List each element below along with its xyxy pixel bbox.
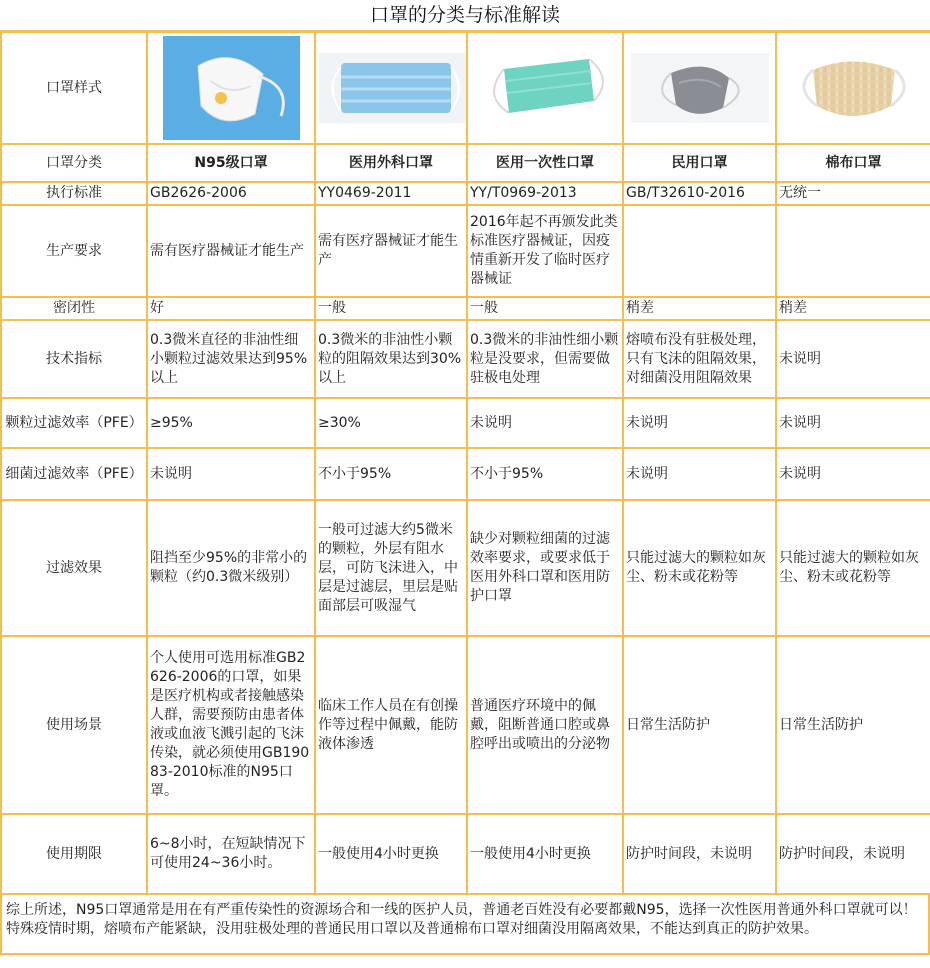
production-cell bbox=[776, 205, 930, 297]
production-cell: 2016年起不再颁发此类标准医疗器械证，因疫情重新开发了临时医疗器械证 bbox=[467, 205, 623, 297]
disposable-medical-mask-image bbox=[474, 51, 616, 126]
civil-mask-image bbox=[631, 53, 769, 123]
filter-cell: 一般可过滤大约5微米的颗粒，外层有阻水层，可防飞沫进入，中层是过滤层，里层是贴面部层可吸湿气 bbox=[315, 500, 467, 636]
period-cell: 一般使用4小时更换 bbox=[467, 814, 623, 894]
row-pfe bbox=[1, 398, 930, 448]
row-bfe bbox=[1, 448, 930, 500]
row-label: 生产要求 bbox=[1, 205, 147, 297]
row-label: 口罩样式 bbox=[1, 32, 147, 144]
pfe-cell: ≥95% bbox=[147, 398, 315, 448]
summary-text: 综上所述，N95口罩通常是用在有严重传染性的资源场合和一线的医护人员，普通老百姓没有必要都戴N95，选择一次性医用普通外科口罩就可以！特殊疫情时期，熔喷布产能紧缺，没用驻极处理的普通民用口罩以及普通棉布口罩对细菌没用隔离效果，不能达到真正的防护效果。 bbox=[0, 895, 930, 955]
bfe-cell: 不小于95% bbox=[315, 448, 467, 500]
row-label: 使用场景 bbox=[1, 636, 147, 814]
tech-cell: 0.3微米的非油性小颗粒的阻隔效果达到30%以上 bbox=[315, 320, 467, 398]
tech-cell: 未说明 bbox=[776, 320, 930, 398]
production-cell: 需有医疗器械证才能生产 bbox=[315, 205, 467, 297]
usage-cell: 个人使用可选用标准GB2626-2006的口罩，如果是医疗机构或者接触感染人群，需要预防由患者体液或血液飞溅引起的飞沫传染，就必须使用GB19083-2010标准的N95口罩。 bbox=[147, 636, 315, 814]
surgical-mask-image bbox=[319, 53, 467, 123]
bfe-cell: 未说明 bbox=[776, 448, 930, 500]
seal-cell: 好 bbox=[147, 297, 315, 320]
standard-cell: YY/T0969-2013 bbox=[467, 182, 623, 205]
row-seal bbox=[1, 297, 930, 320]
row-label: 过滤效果 bbox=[1, 500, 147, 636]
usage-cell: 日常生活防护 bbox=[776, 636, 930, 814]
row-standard bbox=[1, 182, 930, 205]
bfe-cell: 未说明 bbox=[147, 448, 315, 500]
pfe-cell: ≥30% bbox=[315, 398, 467, 448]
filter-cell: 缺少对颗粒细菌的过滤效率要求，或要求低于医用外科口罩和医用防护口罩 bbox=[467, 500, 623, 636]
mask-comparison-table bbox=[0, 31, 930, 895]
row-style bbox=[1, 32, 930, 144]
pfe-cell: 未说明 bbox=[776, 398, 930, 448]
standard-cell: GB2626-2006 bbox=[147, 182, 315, 205]
n95-mask-image bbox=[163, 36, 300, 140]
row-label: 使用期限 bbox=[1, 814, 147, 894]
row-label: 执行标准 bbox=[1, 182, 147, 205]
row-filter bbox=[1, 500, 930, 636]
usage-cell: 日常生活防护 bbox=[623, 636, 776, 814]
bfe-cell: 不小于95% bbox=[467, 448, 623, 500]
row-production bbox=[1, 205, 930, 297]
tech-cell: 熔喷布没有驻极处理，只有飞沫的阻隔效果，对细菌没用阻隔效果 bbox=[623, 320, 776, 398]
filter-cell: 只能过滤大的颗粒如灰尘、粉末或花粉等 bbox=[623, 500, 776, 636]
category-cell: 医用外科口罩 bbox=[315, 144, 467, 182]
category-cell: 民用口罩 bbox=[623, 144, 776, 182]
filter-cell: 阻挡至少95%的非常小的颗粒（约0.3微米级别） bbox=[147, 500, 315, 636]
seal-cell: 稍差 bbox=[776, 297, 930, 320]
category-cell: 棉布口罩 bbox=[776, 144, 930, 182]
seal-cell: 一般 bbox=[467, 297, 623, 320]
seal-cell: 一般 bbox=[315, 297, 467, 320]
standard-cell: GB/T32610-2016 bbox=[623, 182, 776, 205]
row-label: 颗粒过滤效率（PFE） bbox=[1, 398, 147, 448]
standard-cell: YY0469-2011 bbox=[315, 182, 467, 205]
filter-cell: 只能过滤大的颗粒如灰尘、粉末或花粉等 bbox=[776, 500, 930, 636]
period-cell: 防护时间段，未说明 bbox=[623, 814, 776, 894]
row-label: 口罩分类 bbox=[1, 144, 147, 182]
row-label: 密闭性 bbox=[1, 297, 147, 320]
tech-cell: 0.3微米直径的非油性细小颗粒过滤效果达到95%以上 bbox=[147, 320, 315, 398]
row-period bbox=[1, 814, 930, 894]
category-cell: N95级口罩 bbox=[147, 144, 315, 182]
period-cell: 6~8小时，在短缺情况下可使用24~36小时。 bbox=[147, 814, 315, 894]
production-cell: 需有医疗器械证才能生产 bbox=[147, 205, 315, 297]
cotton-mask-image bbox=[783, 48, 925, 128]
row-category bbox=[1, 144, 930, 182]
row-tech bbox=[1, 320, 930, 398]
bfe-cell: 未说明 bbox=[623, 448, 776, 500]
page-title: 口罩的分类与标准解读 bbox=[0, 0, 930, 31]
row-usage bbox=[1, 636, 930, 814]
standard-cell: 无统一 bbox=[776, 182, 930, 205]
period-cell: 防护时间段，未说明 bbox=[776, 814, 930, 894]
category-cell: 医用一次性口罩 bbox=[467, 144, 623, 182]
usage-cell: 临床工作人员在有创操作等过程中佩戴，能防液体渗透 bbox=[315, 636, 467, 814]
usage-cell: 普通医疗环境中的佩戴，阻断普通口腔或鼻腔呼出或喷出的分泌物 bbox=[467, 636, 623, 814]
production-cell bbox=[623, 205, 776, 297]
period-cell: 一般使用4小时更换 bbox=[315, 814, 467, 894]
pfe-cell: 未说明 bbox=[467, 398, 623, 448]
seal-cell: 稍差 bbox=[623, 297, 776, 320]
tech-cell: 0.3微米的非油性细小颗粒是没要求，但需要做驻极电处理 bbox=[467, 320, 623, 398]
pfe-cell: 未说明 bbox=[623, 398, 776, 448]
row-label: 技术指标 bbox=[1, 320, 147, 398]
row-label: 细菌过滤效率（PFE） bbox=[1, 448, 147, 500]
